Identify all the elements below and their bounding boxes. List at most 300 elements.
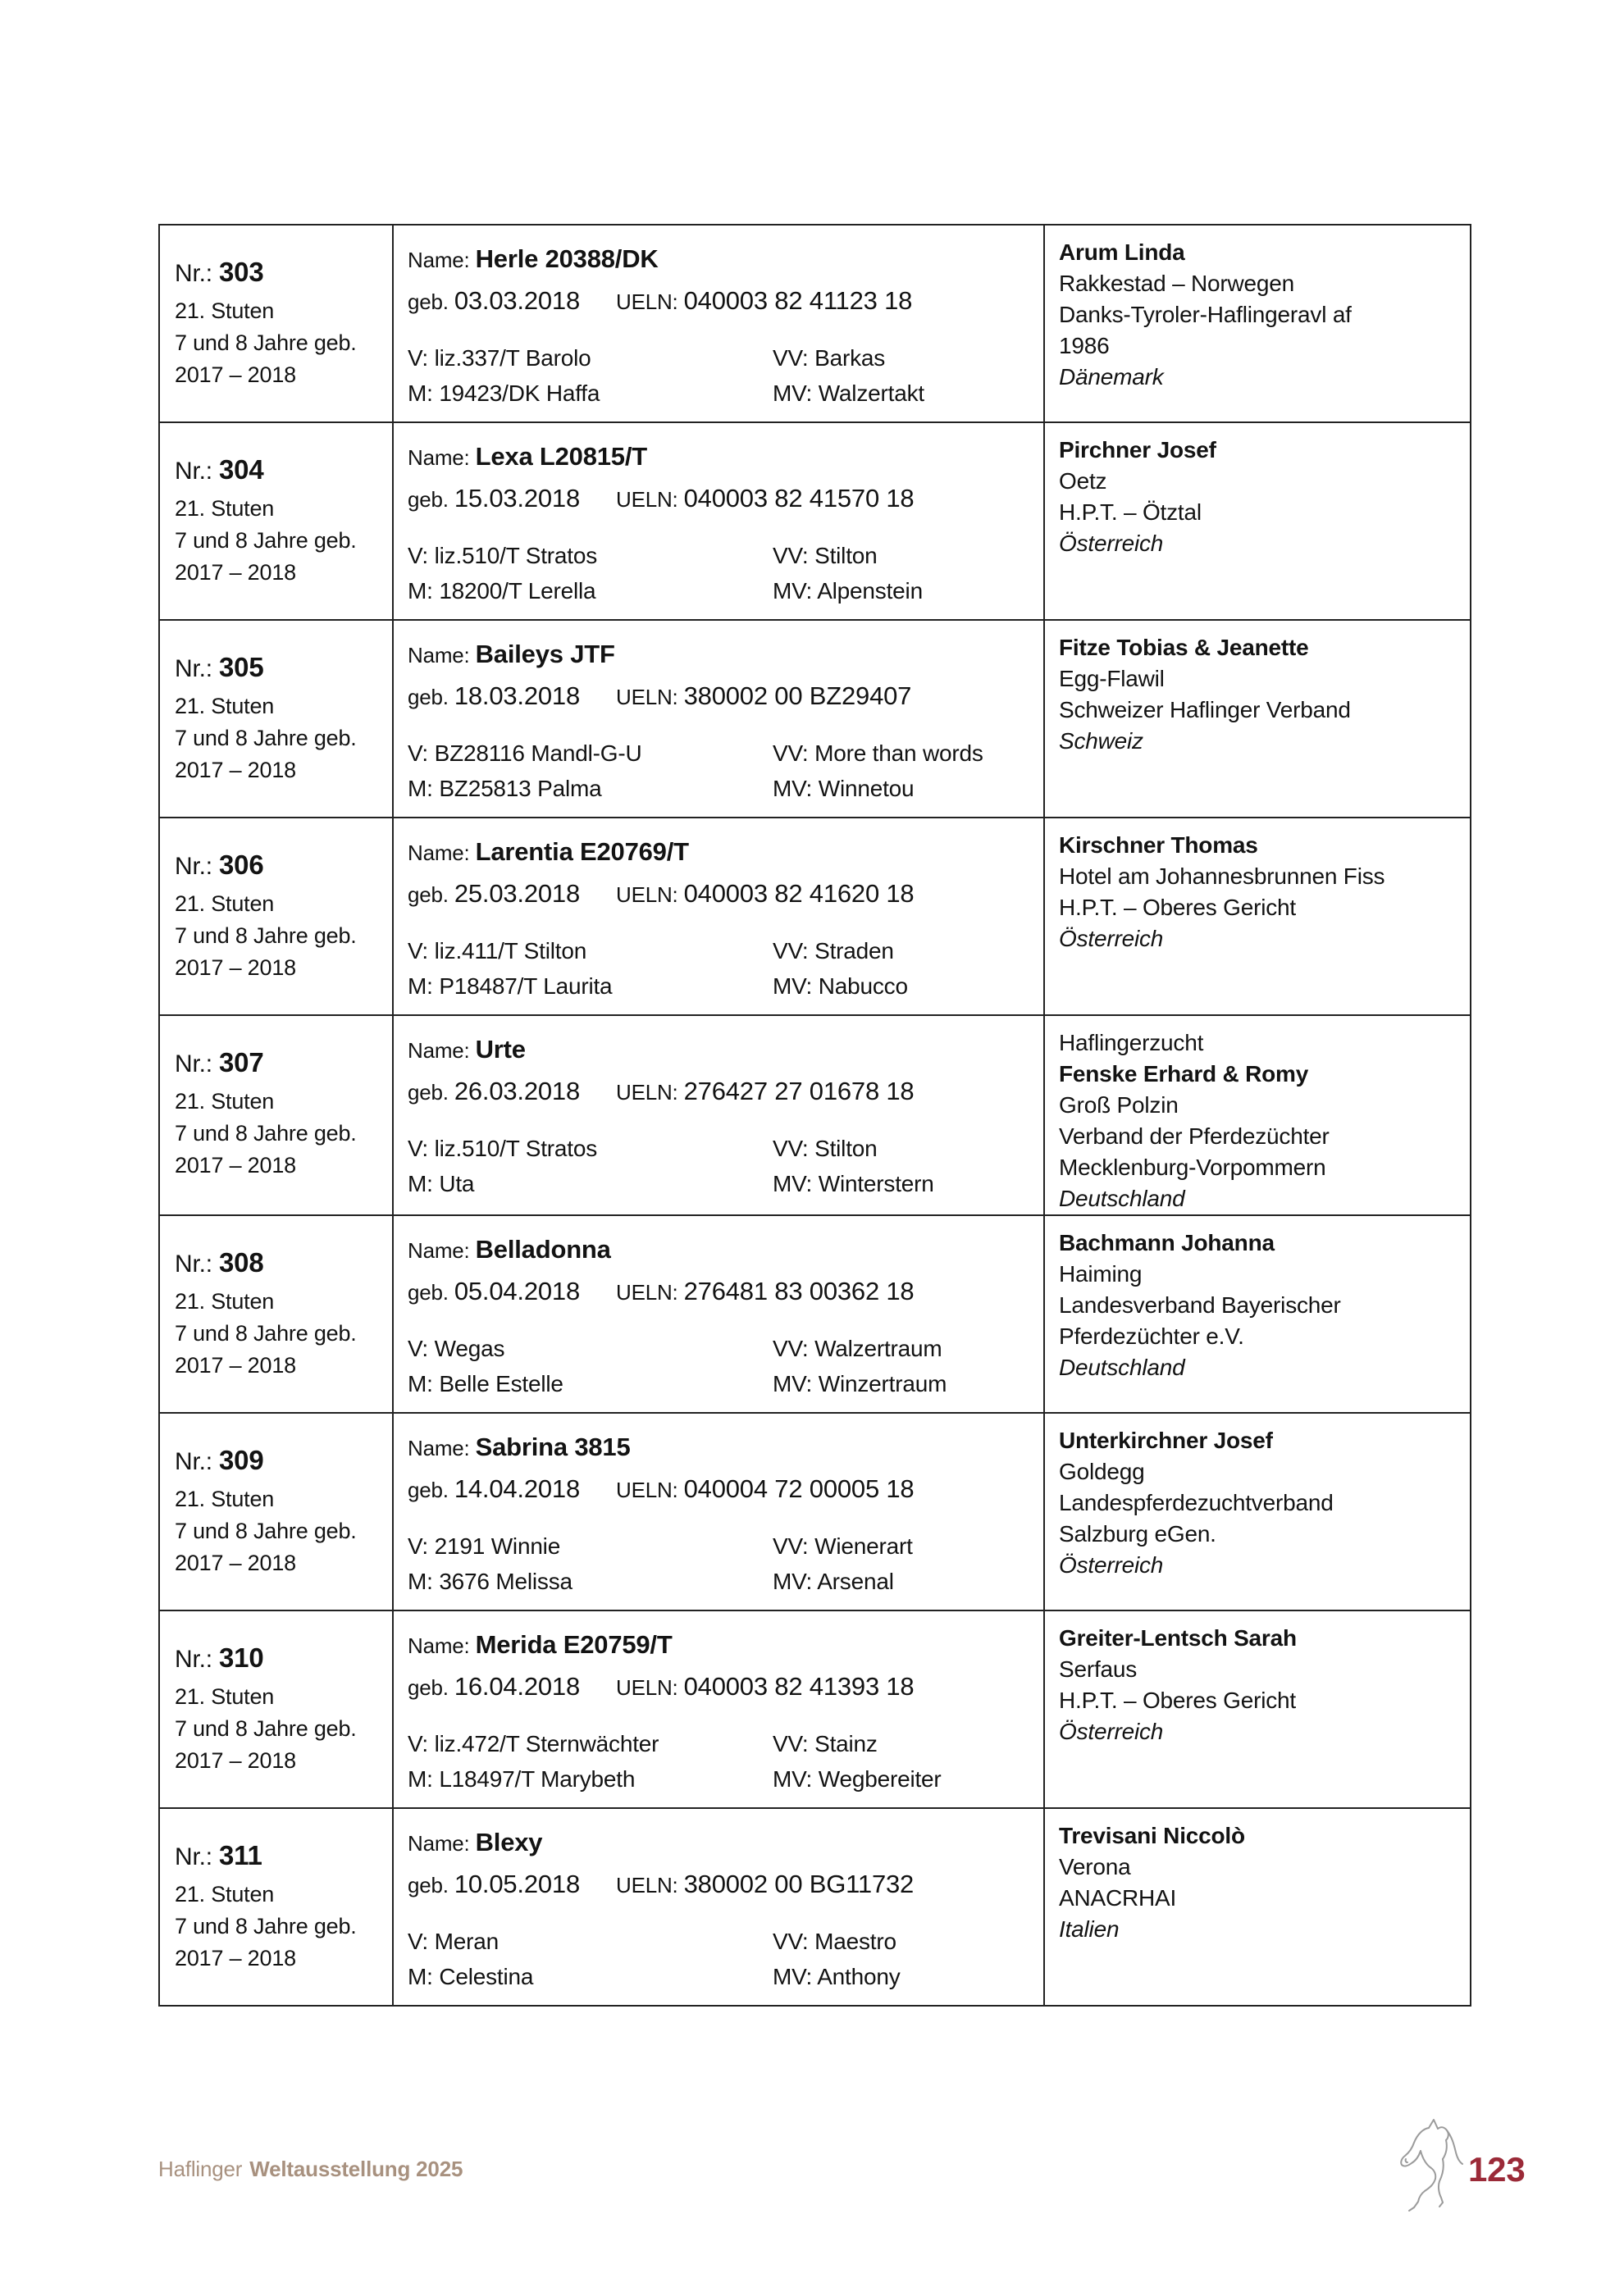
table-row bbox=[159, 1215, 1471, 1413]
class-line: 21. Stuten bbox=[175, 1487, 275, 1511]
owner-name: Fitze Tobias & Jeanette bbox=[1059, 635, 1309, 660]
ueln-group bbox=[616, 1277, 915, 1305]
nr-value: 307 bbox=[219, 1047, 264, 1077]
mv-value: Walzertakt bbox=[818, 380, 924, 406]
dam-line bbox=[408, 1169, 773, 1199]
nr-label: Nr.: bbox=[175, 458, 212, 485]
geb-value: 18.03.2018 bbox=[454, 681, 580, 710]
owner-name: Arum Linda bbox=[1059, 239, 1185, 265]
m-label: M: bbox=[408, 776, 433, 801]
v-label: V: bbox=[408, 543, 429, 568]
vv-label: VV: bbox=[773, 1136, 809, 1161]
m-label: M: bbox=[408, 1171, 433, 1196]
geb-label: geb. bbox=[408, 1478, 449, 1502]
pedigree-grid bbox=[408, 541, 1035, 606]
owner-cell bbox=[1044, 1215, 1471, 1413]
name-label: Name: bbox=[408, 1038, 470, 1063]
years-line: 2017 – 2018 bbox=[175, 1946, 296, 1970]
name-label: Name: bbox=[408, 643, 470, 667]
sire-sire-line bbox=[773, 936, 1035, 966]
years-line: 2017 – 2018 bbox=[175, 1748, 296, 1773]
ueln-group bbox=[616, 681, 912, 710]
owner-line: Mecklenburg-Vorpommern bbox=[1059, 1155, 1326, 1180]
age-line: 7 und 8 Jahre geb. bbox=[175, 1914, 357, 1938]
sire-sire-line bbox=[773, 541, 1035, 571]
vv-value: Stilton bbox=[814, 1136, 878, 1161]
nr-cell bbox=[159, 1015, 393, 1215]
mv-value: Winterstern bbox=[818, 1171, 934, 1196]
years-line: 2017 – 2018 bbox=[175, 955, 296, 980]
name-label: Name: bbox=[408, 840, 470, 865]
geb-label: geb. bbox=[408, 1873, 449, 1897]
years-line: 2017 – 2018 bbox=[175, 560, 296, 585]
mv-label: MV: bbox=[773, 1766, 813, 1792]
owner-line: Pferdezüchter e.V. bbox=[1059, 1323, 1244, 1349]
v-label: V: bbox=[408, 1533, 429, 1559]
ueln-label: UELN: bbox=[616, 1280, 678, 1305]
mv-label: MV: bbox=[773, 380, 813, 406]
mv-label: MV: bbox=[773, 1964, 813, 1989]
owner-name: Bachmann Johanna bbox=[1059, 1230, 1275, 1255]
dam-sire-line bbox=[773, 1169, 1035, 1199]
v-value: liz.510/T Stratos bbox=[434, 543, 598, 568]
mv-label: MV: bbox=[773, 776, 813, 801]
vv-label: VV: bbox=[773, 1533, 809, 1559]
nr-label: Nr.: bbox=[175, 1050, 212, 1077]
class-line: 21. Stuten bbox=[175, 1684, 275, 1709]
owner-line: Landesverband Bayerischer bbox=[1059, 1292, 1341, 1318]
owner-line: Landespferdezuchtverband bbox=[1059, 1490, 1334, 1515]
ueln-value: 276427 27 01678 18 bbox=[683, 1077, 915, 1105]
owner-pre-line: Haflingerzucht bbox=[1059, 1030, 1204, 1055]
years-line: 2017 – 2018 bbox=[175, 1153, 296, 1178]
owner-cell bbox=[1044, 1413, 1471, 1610]
geb-value: 15.03.2018 bbox=[454, 484, 580, 512]
m-label: M: bbox=[408, 1371, 433, 1396]
class-line: 21. Stuten bbox=[175, 1882, 275, 1906]
geb-line bbox=[408, 681, 1035, 713]
name-line bbox=[408, 244, 1035, 276]
owner-cell bbox=[1044, 1610, 1471, 1808]
m-value: Celestina bbox=[439, 1964, 534, 1989]
dam-line bbox=[408, 379, 773, 408]
vv-value: Stilton bbox=[814, 543, 878, 568]
owner-cell bbox=[1044, 620, 1471, 818]
dam-sire-line bbox=[773, 1369, 1035, 1399]
owner-country: Dänemark bbox=[1059, 364, 1164, 390]
m-label: M: bbox=[408, 578, 433, 604]
vv-label: VV: bbox=[773, 345, 809, 371]
nr-cell bbox=[159, 818, 393, 1015]
dam-sire-line bbox=[773, 972, 1035, 1001]
v-value: BZ28116 Mandl-G-U bbox=[434, 740, 642, 766]
nr-cell bbox=[159, 620, 393, 818]
dam-sire-line bbox=[773, 1765, 1035, 1794]
nr-line bbox=[175, 454, 384, 487]
ueln-value: 380002 00 BZ29407 bbox=[683, 681, 912, 710]
sire-line bbox=[408, 1927, 773, 1957]
ueln-label: UELN: bbox=[616, 289, 678, 314]
nr-value: 305 bbox=[219, 652, 264, 682]
dam-line bbox=[408, 972, 773, 1001]
ueln-value: 040003 82 41620 18 bbox=[683, 879, 915, 908]
dam-line bbox=[408, 1567, 773, 1597]
geb-label: geb. bbox=[408, 1080, 449, 1105]
ueln-group bbox=[616, 1474, 915, 1503]
owner-line: Egg-Flawil bbox=[1059, 666, 1165, 691]
ueln-label: UELN: bbox=[616, 882, 678, 907]
geb-value: 16.04.2018 bbox=[454, 1672, 580, 1701]
class-line: 21. Stuten bbox=[175, 891, 275, 916]
mv-value: Wegbereiter bbox=[818, 1766, 942, 1792]
vv-value: Maestro bbox=[814, 1929, 896, 1954]
mv-value: Alpenstein bbox=[817, 578, 923, 604]
pedigree-grid bbox=[408, 1134, 1035, 1199]
geb-line bbox=[408, 285, 1035, 317]
table-row bbox=[159, 1610, 1471, 1808]
owner-country: Schweiz bbox=[1059, 728, 1143, 754]
ueln-label: UELN: bbox=[616, 1478, 678, 1502]
horse-name: Baileys JTF bbox=[475, 640, 615, 668]
owner-name: Pirchner Josef bbox=[1059, 437, 1216, 462]
nr-label: Nr.: bbox=[175, 1843, 212, 1870]
vv-value: Straden bbox=[814, 938, 894, 963]
ueln-group bbox=[616, 1077, 915, 1105]
sire-line bbox=[408, 739, 773, 768]
class-line: 21. Stuten bbox=[175, 496, 275, 521]
sire-sire-line bbox=[773, 344, 1035, 373]
geb-label: geb. bbox=[408, 882, 449, 907]
nr-line bbox=[175, 652, 384, 685]
nr-label: Nr.: bbox=[175, 1250, 212, 1278]
ueln-label: UELN: bbox=[616, 487, 678, 512]
horse-catalog-table bbox=[158, 224, 1471, 2007]
geb-label: geb. bbox=[408, 289, 449, 314]
nr-label: Nr.: bbox=[175, 1646, 212, 1673]
table-row bbox=[159, 1413, 1471, 1610]
name-line bbox=[408, 1827, 1035, 1859]
nr-label: Nr.: bbox=[175, 853, 212, 880]
table-row bbox=[159, 1015, 1471, 1215]
vv-value: Barkas bbox=[814, 345, 886, 371]
sire-sire-line bbox=[773, 1334, 1035, 1364]
owner-line: Danks-Tyroler-Haflingeravl af bbox=[1059, 302, 1352, 327]
vv-label: VV: bbox=[773, 1336, 809, 1361]
name-line bbox=[408, 836, 1035, 868]
m-value: L18497/T Marybeth bbox=[439, 1766, 636, 1792]
horse-cell bbox=[393, 818, 1044, 1015]
years-line: 2017 – 2018 bbox=[175, 1551, 296, 1575]
m-label: M: bbox=[408, 380, 433, 406]
owner-line: Haiming bbox=[1059, 1261, 1143, 1287]
sire-line bbox=[408, 936, 773, 966]
m-label: M: bbox=[408, 1766, 433, 1792]
owner-name: Fenske Erhard & Romy bbox=[1059, 1061, 1309, 1086]
nr-cell bbox=[159, 1610, 393, 1808]
nr-line bbox=[175, 850, 384, 882]
geb-value: 26.03.2018 bbox=[454, 1077, 580, 1105]
nr-cell bbox=[159, 1215, 393, 1413]
v-value: liz.510/T Stratos bbox=[434, 1136, 598, 1161]
sire-line bbox=[408, 1729, 773, 1759]
mv-value: Nabucco bbox=[818, 973, 908, 999]
footer-brand-bold: Weltausstellung 2025 bbox=[249, 2157, 463, 2181]
dam-sire-line bbox=[773, 774, 1035, 804]
horse-name: Sabrina 3815 bbox=[475, 1433, 631, 1461]
nr-cell bbox=[159, 422, 393, 620]
horse-cell bbox=[393, 422, 1044, 620]
nr-label: Nr.: bbox=[175, 1448, 212, 1475]
horse-name: Blexy bbox=[475, 1828, 543, 1856]
m-value: BZ25813 Palma bbox=[439, 776, 602, 801]
v-value: Wegas bbox=[434, 1336, 505, 1361]
owner-cell bbox=[1044, 1808, 1471, 2006]
sire-sire-line bbox=[773, 1532, 1035, 1561]
table-row bbox=[159, 422, 1471, 620]
nr-value: 309 bbox=[219, 1445, 264, 1475]
age-line: 7 und 8 Jahre geb. bbox=[175, 1121, 357, 1146]
footer-brand bbox=[158, 2157, 463, 2182]
mv-label: MV: bbox=[773, 1569, 813, 1594]
ueln-label: UELN: bbox=[616, 1080, 678, 1105]
dam-line bbox=[408, 1369, 773, 1399]
dam-line bbox=[408, 1765, 773, 1794]
ueln-group bbox=[616, 1870, 915, 1898]
dam-line bbox=[408, 774, 773, 804]
nr-label: Nr.: bbox=[175, 260, 212, 287]
name-label: Name: bbox=[408, 248, 470, 272]
horse-cell bbox=[393, 1413, 1044, 1610]
nr-cell bbox=[159, 1413, 393, 1610]
horse-name: Merida E20759/T bbox=[475, 1630, 673, 1659]
years-line: 2017 – 2018 bbox=[175, 362, 296, 387]
nr-line bbox=[175, 1445, 384, 1478]
v-value: Meran bbox=[434, 1929, 499, 1954]
v-value: liz.411/T Stilton bbox=[434, 938, 587, 963]
mv-value: Winnetou bbox=[818, 776, 915, 801]
pedigree-grid bbox=[408, 1927, 1035, 1992]
owner-line: Goldegg bbox=[1059, 1459, 1145, 1484]
owner-name: Kirschner Thomas bbox=[1059, 832, 1258, 858]
nr-value: 303 bbox=[219, 257, 264, 287]
vv-label: VV: bbox=[773, 543, 809, 568]
owner-line: Schweizer Haflinger Verband bbox=[1059, 697, 1351, 722]
geb-label: geb. bbox=[408, 1280, 449, 1305]
vv-value: Walzertraum bbox=[814, 1336, 942, 1361]
owner-cell bbox=[1044, 818, 1471, 1015]
mv-value: Winzertraum bbox=[818, 1371, 947, 1396]
pedigree-grid bbox=[408, 1729, 1035, 1794]
mv-label: MV: bbox=[773, 578, 813, 604]
m-value: 18200/T Lerella bbox=[439, 578, 596, 604]
age-line: 7 und 8 Jahre geb. bbox=[175, 1519, 357, 1543]
owner-country: Deutschland bbox=[1059, 1355, 1185, 1380]
class-line: 21. Stuten bbox=[175, 298, 275, 323]
owner-line: Serfaus bbox=[1059, 1656, 1138, 1682]
geb-line bbox=[408, 1076, 1035, 1108]
owner-cell bbox=[1044, 1015, 1471, 1215]
geb-line bbox=[408, 878, 1035, 910]
horse-cell bbox=[393, 620, 1044, 818]
nr-value: 311 bbox=[219, 1840, 262, 1870]
v-value: liz.472/T Sternwächter bbox=[434, 1731, 659, 1756]
geb-label: geb. bbox=[408, 685, 449, 709]
owner-country: Österreich bbox=[1059, 1552, 1164, 1578]
nr-line bbox=[175, 1642, 384, 1675]
name-line bbox=[408, 441, 1035, 473]
m-value: Belle Estelle bbox=[439, 1371, 563, 1396]
owner-line: 1986 bbox=[1059, 333, 1110, 358]
v-value: liz.337/T Barolo bbox=[434, 345, 591, 371]
owner-cell bbox=[1044, 422, 1471, 620]
geb-line bbox=[408, 1671, 1035, 1703]
name-label: Name: bbox=[408, 1633, 470, 1658]
v-label: V: bbox=[408, 740, 429, 766]
nr-cell bbox=[159, 225, 393, 422]
mv-label: MV: bbox=[773, 1371, 813, 1396]
owner-country: Italien bbox=[1059, 1916, 1120, 1942]
name-label: Name: bbox=[408, 1436, 470, 1460]
owner-line: H.P.T. – Oberes Gericht bbox=[1059, 895, 1297, 920]
ueln-group bbox=[616, 286, 913, 315]
nr-cell bbox=[159, 1808, 393, 2006]
name-label: Name: bbox=[408, 445, 470, 470]
name-label: Name: bbox=[408, 1238, 470, 1263]
name-line bbox=[408, 1629, 1035, 1661]
m-label: M: bbox=[408, 1964, 433, 1989]
nr-value: 308 bbox=[219, 1247, 264, 1278]
ueln-label: UELN: bbox=[616, 1675, 678, 1700]
class-line: 21. Stuten bbox=[175, 1089, 275, 1114]
mv-label: MV: bbox=[773, 973, 813, 999]
owner-name: Greiter-Lentsch Sarah bbox=[1059, 1625, 1297, 1651]
horse-cell bbox=[393, 1015, 1044, 1215]
sire-line bbox=[408, 1134, 773, 1164]
ueln-label: UELN: bbox=[616, 685, 678, 709]
sire-line bbox=[408, 541, 773, 571]
page-number: 123 bbox=[1468, 2150, 1526, 2189]
name-label: Name: bbox=[408, 1831, 470, 1856]
horse-name: Larentia E20769/T bbox=[475, 837, 689, 866]
table-row bbox=[159, 818, 1471, 1015]
mv-value: Anthony bbox=[817, 1964, 901, 1989]
owner-line: Salzburg eGen. bbox=[1059, 1521, 1216, 1547]
ueln-value: 040003 82 41570 18 bbox=[683, 484, 915, 512]
geb-value: 25.03.2018 bbox=[454, 879, 580, 908]
horse-name: Urte bbox=[475, 1035, 526, 1064]
owner-line: Groß Polzin bbox=[1059, 1092, 1179, 1118]
horse-name: Belladonna bbox=[475, 1235, 611, 1264]
age-line: 7 und 8 Jahre geb. bbox=[175, 528, 357, 553]
geb-value: 05.04.2018 bbox=[454, 1277, 580, 1305]
years-line: 2017 – 2018 bbox=[175, 1353, 296, 1378]
v-label: V: bbox=[408, 1929, 429, 1954]
class-line: 21. Stuten bbox=[175, 694, 275, 718]
m-value: P18487/T Laurita bbox=[439, 973, 613, 999]
owner-line: Rakkestad – Norwegen bbox=[1059, 271, 1295, 296]
dam-sire-line bbox=[773, 1962, 1035, 1992]
nr-label: Nr.: bbox=[175, 655, 212, 682]
name-line bbox=[408, 639, 1035, 671]
table-row bbox=[159, 620, 1471, 818]
owner-country: Österreich bbox=[1059, 531, 1164, 556]
nr-line bbox=[175, 1840, 384, 1873]
owner-line: Verona bbox=[1059, 1854, 1131, 1879]
ueln-group bbox=[616, 1672, 915, 1701]
m-value: Uta bbox=[439, 1171, 475, 1196]
mv-label: MV: bbox=[773, 1171, 813, 1196]
dam-sire-line bbox=[773, 379, 1035, 408]
owner-line: Verband der Pferdezüchter bbox=[1059, 1123, 1330, 1149]
geb-line bbox=[408, 1276, 1035, 1308]
ueln-value: 276481 83 00362 18 bbox=[683, 1277, 915, 1305]
owner-name: Unterkirchner Josef bbox=[1059, 1428, 1273, 1453]
sire-line bbox=[408, 1334, 773, 1364]
ueln-value: 040003 82 41123 18 bbox=[683, 286, 913, 315]
geb-value: 10.05.2018 bbox=[454, 1870, 580, 1898]
nr-line bbox=[175, 257, 384, 289]
v-label: V: bbox=[408, 938, 429, 963]
age-line: 7 und 8 Jahre geb. bbox=[175, 1716, 357, 1741]
sire-sire-line bbox=[773, 739, 1035, 768]
pedigree-grid bbox=[408, 1334, 1035, 1399]
m-label: M: bbox=[408, 1569, 433, 1594]
m-value: 3676 Melissa bbox=[439, 1569, 573, 1594]
owner-line: H.P.T. – Ötztal bbox=[1059, 499, 1202, 525]
dam-sire-line bbox=[773, 1567, 1035, 1597]
vv-label: VV: bbox=[773, 938, 809, 963]
footer-brand-light: Haflinger bbox=[158, 2157, 243, 2181]
ueln-group bbox=[616, 484, 915, 512]
v-label: V: bbox=[408, 345, 429, 371]
name-line bbox=[408, 1432, 1035, 1464]
table-row bbox=[159, 1808, 1471, 2006]
owner-country: Deutschland bbox=[1059, 1186, 1185, 1211]
name-line bbox=[408, 1034, 1035, 1066]
nr-value: 310 bbox=[219, 1642, 264, 1673]
horse-cell bbox=[393, 1215, 1044, 1413]
dam-sire-line bbox=[773, 576, 1035, 606]
ueln-value: 040003 82 41393 18 bbox=[683, 1672, 915, 1701]
dam-line bbox=[408, 576, 773, 606]
ueln-value: 040004 72 00005 18 bbox=[683, 1474, 915, 1503]
pedigree-grid bbox=[408, 1532, 1035, 1597]
class-line: 21. Stuten bbox=[175, 1289, 275, 1314]
horse-cell bbox=[393, 1610, 1044, 1808]
ueln-value: 380002 00 BG11732 bbox=[683, 1870, 915, 1898]
owner-line: H.P.T. – Oberes Gericht bbox=[1059, 1688, 1297, 1713]
nr-value: 304 bbox=[219, 454, 264, 485]
vv-label: VV: bbox=[773, 1929, 809, 1954]
sire-sire-line bbox=[773, 1134, 1035, 1164]
age-line: 7 und 8 Jahre geb. bbox=[175, 923, 357, 948]
vv-value: Wienerart bbox=[814, 1533, 913, 1559]
owner-cell bbox=[1044, 225, 1471, 422]
m-label: M: bbox=[408, 973, 433, 999]
mv-value: Arsenal bbox=[817, 1569, 894, 1594]
geb-line bbox=[408, 1869, 1035, 1901]
name-line bbox=[408, 1234, 1035, 1266]
owner-line: Oetz bbox=[1059, 468, 1107, 494]
years-line: 2017 – 2018 bbox=[175, 758, 296, 782]
m-value: 19423/DK Haffa bbox=[439, 380, 600, 406]
vv-label: VV: bbox=[773, 1731, 809, 1756]
v-label: V: bbox=[408, 1731, 429, 1756]
dam-line bbox=[408, 1962, 773, 1992]
nr-line bbox=[175, 1247, 384, 1280]
geb-line bbox=[408, 483, 1035, 515]
geb-value: 03.03.2018 bbox=[454, 286, 580, 315]
